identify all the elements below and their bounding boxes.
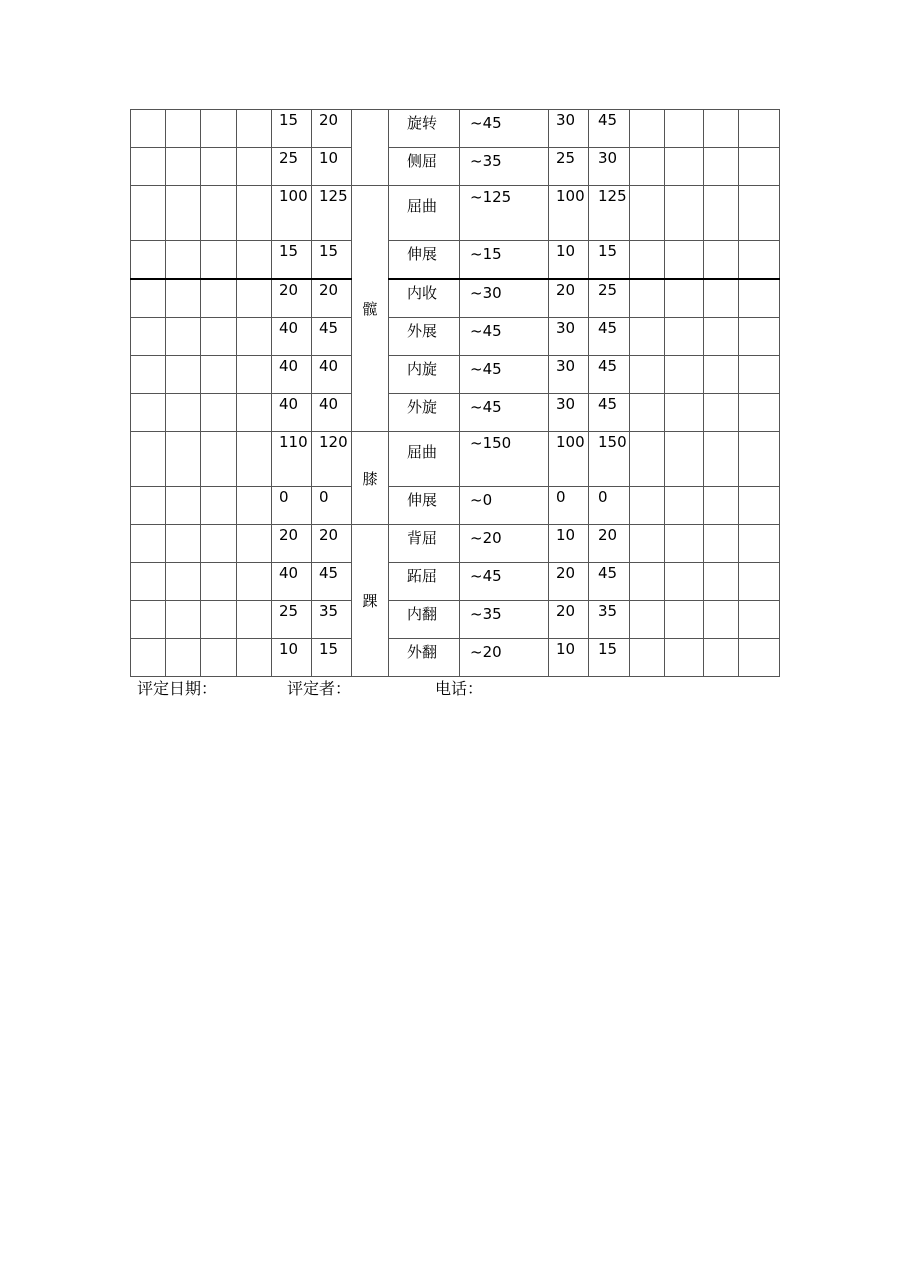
- empty-cell: [237, 563, 272, 601]
- empty-cell: [131, 356, 166, 394]
- value-cell: 35: [589, 601, 630, 639]
- joint-cell-ankle: 踝: [352, 525, 389, 677]
- normal-range-cell: ~45: [460, 394, 549, 432]
- empty-cell: [630, 279, 665, 318]
- value-cell: 100: [549, 186, 589, 241]
- empty-cell: [704, 563, 739, 601]
- empty-cell: [739, 563, 780, 601]
- value-cell: 15: [272, 110, 312, 148]
- empty-cell: [166, 487, 201, 525]
- value-cell: 45: [312, 563, 352, 601]
- table-row: [131, 148, 780, 186]
- value-cell: 20: [549, 563, 589, 601]
- empty-cell: [630, 186, 665, 241]
- empty-cell: [237, 601, 272, 639]
- empty-cell: [704, 525, 739, 563]
- empty-cell: [630, 148, 665, 186]
- empty-cell: [131, 394, 166, 432]
- assessment-date-label: 评定日期：: [137, 679, 218, 698]
- value-cell: 110: [272, 432, 312, 487]
- empty-cell: [131, 525, 166, 563]
- empty-cell: [665, 186, 704, 241]
- empty-cell: [201, 394, 237, 432]
- empty-cell: [237, 186, 272, 241]
- empty-cell: [131, 487, 166, 525]
- empty-cell: [201, 525, 237, 563]
- empty-cell: [704, 601, 739, 639]
- value-cell: 30: [589, 148, 630, 186]
- value-cell: 20: [272, 525, 312, 563]
- movement-cell: 屈曲: [389, 432, 460, 487]
- movement-cell: 侧屈: [389, 148, 460, 186]
- empty-cell: [237, 318, 272, 356]
- value-cell: 30: [549, 394, 589, 432]
- empty-cell: [739, 148, 780, 186]
- empty-cell: [201, 432, 237, 487]
- empty-cell: [201, 110, 237, 148]
- empty-cell: [201, 279, 237, 318]
- table-row: [131, 639, 780, 677]
- empty-cell: [704, 639, 739, 677]
- empty-cell: [665, 601, 704, 639]
- value-cell: 30: [549, 356, 589, 394]
- empty-cell: [630, 487, 665, 525]
- movement-cell: 内旋: [389, 356, 460, 394]
- table-row: [131, 356, 780, 394]
- empty-cell: [630, 394, 665, 432]
- movement-cell: 内翻: [389, 601, 460, 639]
- empty-cell: [166, 241, 201, 280]
- empty-cell: [665, 639, 704, 677]
- empty-cell: [739, 356, 780, 394]
- empty-cell: [201, 186, 237, 241]
- value-cell: 10: [549, 639, 589, 677]
- empty-cell: [739, 318, 780, 356]
- table-row: [131, 318, 780, 356]
- value-cell: 25: [272, 148, 312, 186]
- table-row: [131, 563, 780, 601]
- empty-cell: [665, 110, 704, 148]
- value-cell: 30: [549, 318, 589, 356]
- normal-range-cell: ~45: [460, 318, 549, 356]
- empty-cell: [665, 432, 704, 487]
- empty-cell: [131, 639, 166, 677]
- empty-cell: [630, 432, 665, 487]
- value-cell: 10: [312, 148, 352, 186]
- value-cell: 120: [312, 432, 352, 487]
- empty-cell: [131, 241, 166, 280]
- value-cell: 45: [589, 356, 630, 394]
- normal-range-cell: ~45: [460, 563, 549, 601]
- normal-range-cell: ~150: [460, 432, 549, 487]
- empty-cell: [166, 148, 201, 186]
- value-cell: 25: [589, 279, 630, 318]
- empty-cell: [665, 356, 704, 394]
- empty-cell: [665, 279, 704, 318]
- empty-cell: [237, 148, 272, 186]
- empty-cell: [237, 356, 272, 394]
- empty-cell: [739, 432, 780, 487]
- empty-cell: [237, 525, 272, 563]
- empty-cell: [131, 601, 166, 639]
- empty-cell: [665, 241, 704, 280]
- normal-range-cell: ~35: [460, 148, 549, 186]
- empty-cell: [739, 279, 780, 318]
- empty-cell: [131, 279, 166, 318]
- empty-cell: [131, 110, 166, 148]
- movement-cell: 伸展: [389, 487, 460, 525]
- value-cell: 0: [272, 487, 312, 525]
- value-cell: 45: [589, 563, 630, 601]
- value-cell: 20: [549, 279, 589, 318]
- empty-cell: [201, 639, 237, 677]
- empty-cell: [665, 525, 704, 563]
- empty-cell: [237, 394, 272, 432]
- value-cell: 30: [549, 110, 589, 148]
- empty-cell: [739, 241, 780, 280]
- joint-cell-spine: [352, 110, 389, 186]
- value-cell: 45: [589, 110, 630, 148]
- empty-cell: [665, 148, 704, 186]
- empty-cell: [131, 186, 166, 241]
- table-row: [131, 241, 780, 280]
- empty-cell: [237, 487, 272, 525]
- empty-cell: [704, 318, 739, 356]
- empty-cell: [630, 318, 665, 356]
- value-cell: 100: [549, 432, 589, 487]
- value-cell: 15: [312, 241, 352, 280]
- empty-cell: [739, 601, 780, 639]
- normal-range-cell: ~30: [460, 279, 549, 318]
- movement-cell: 背屈: [389, 525, 460, 563]
- empty-cell: [630, 563, 665, 601]
- table-row: [131, 279, 780, 318]
- empty-cell: [630, 601, 665, 639]
- value-cell: 45: [312, 318, 352, 356]
- normal-range-cell: ~35: [460, 601, 549, 639]
- table-row: [131, 394, 780, 432]
- empty-cell: [237, 639, 272, 677]
- value-cell: 0: [312, 487, 352, 525]
- empty-cell: [166, 432, 201, 487]
- empty-cell: [237, 432, 272, 487]
- value-cell: 25: [549, 148, 589, 186]
- normal-range-cell: ~15: [460, 241, 549, 280]
- empty-cell: [739, 394, 780, 432]
- value-cell: 10: [272, 639, 312, 677]
- value-cell: 100: [272, 186, 312, 241]
- value-cell: 40: [272, 394, 312, 432]
- empty-cell: [166, 601, 201, 639]
- value-cell: 15: [589, 639, 630, 677]
- value-cell: 40: [312, 356, 352, 394]
- normal-range-cell: ~125: [460, 186, 549, 241]
- value-cell: 15: [272, 241, 312, 280]
- empty-cell: [704, 279, 739, 318]
- value-cell: 20: [312, 279, 352, 318]
- normal-range-cell: ~0: [460, 487, 549, 525]
- empty-cell: [166, 639, 201, 677]
- empty-cell: [630, 241, 665, 280]
- empty-cell: [166, 356, 201, 394]
- empty-cell: [166, 186, 201, 241]
- table-row: [131, 432, 780, 487]
- empty-cell: [237, 110, 272, 148]
- value-cell: 40: [272, 356, 312, 394]
- value-cell: 25: [272, 601, 312, 639]
- movement-cell: 屈曲: [389, 186, 460, 241]
- empty-cell: [704, 148, 739, 186]
- value-cell: 125: [312, 186, 352, 241]
- movement-cell: 跖屈: [389, 563, 460, 601]
- movement-cell: 外翻: [389, 639, 460, 677]
- table-row: [131, 186, 780, 241]
- empty-cell: [704, 432, 739, 487]
- joint-cell-hip: 髋: [352, 186, 389, 432]
- empty-cell: [704, 110, 739, 148]
- empty-cell: [704, 394, 739, 432]
- empty-cell: [131, 563, 166, 601]
- empty-cell: [131, 148, 166, 186]
- empty-cell: [739, 639, 780, 677]
- empty-cell: [630, 110, 665, 148]
- movement-cell: 外旋: [389, 394, 460, 432]
- empty-cell: [166, 525, 201, 563]
- movement-cell: 伸展: [389, 241, 460, 280]
- empty-cell: [166, 563, 201, 601]
- value-cell: 0: [589, 487, 630, 525]
- empty-cell: [166, 279, 201, 318]
- empty-cell: [704, 241, 739, 280]
- value-cell: 45: [589, 394, 630, 432]
- assessor-label: 评定者：: [287, 679, 352, 698]
- value-cell: 15: [589, 241, 630, 280]
- value-cell: 20: [272, 279, 312, 318]
- empty-cell: [630, 525, 665, 563]
- value-cell: 0: [549, 487, 589, 525]
- value-cell: 40: [272, 318, 312, 356]
- movement-cell: 内收: [389, 279, 460, 318]
- value-cell: 20: [549, 601, 589, 639]
- value-cell: 45: [589, 318, 630, 356]
- table-row: [131, 110, 780, 148]
- empty-cell: [201, 241, 237, 280]
- joint-cell-knee: 膝: [352, 432, 389, 525]
- empty-cell: [201, 601, 237, 639]
- movement-cell: 旋转: [389, 110, 460, 148]
- empty-cell: [201, 487, 237, 525]
- empty-cell: [665, 394, 704, 432]
- empty-cell: [201, 148, 237, 186]
- value-cell: 20: [589, 525, 630, 563]
- value-cell: 20: [312, 525, 352, 563]
- empty-cell: [166, 110, 201, 148]
- table-row: [131, 487, 780, 525]
- value-cell: 15: [312, 639, 352, 677]
- empty-cell: [704, 487, 739, 525]
- empty-cell: [237, 279, 272, 318]
- empty-cell: [739, 487, 780, 525]
- empty-cell: [166, 318, 201, 356]
- empty-cell: [201, 356, 237, 394]
- empty-cell: [739, 110, 780, 148]
- value-cell: 10: [549, 525, 589, 563]
- empty-cell: [131, 432, 166, 487]
- empty-cell: [201, 318, 237, 356]
- value-cell: 20: [312, 110, 352, 148]
- value-cell: 40: [312, 394, 352, 432]
- normal-range-cell: ~20: [460, 525, 549, 563]
- normal-range-cell: ~45: [460, 356, 549, 394]
- normal-range-cell: ~45: [460, 110, 549, 148]
- value-cell: 40: [272, 563, 312, 601]
- value-cell: 35: [312, 601, 352, 639]
- empty-cell: [630, 356, 665, 394]
- empty-cell: [739, 186, 780, 241]
- value-cell: 150: [589, 432, 630, 487]
- table-row: [131, 525, 780, 563]
- empty-cell: [665, 563, 704, 601]
- empty-cell: [739, 525, 780, 563]
- value-cell: 10: [549, 241, 589, 280]
- empty-cell: [704, 356, 739, 394]
- movement-cell: 外展: [389, 318, 460, 356]
- phone-label: 电话：: [435, 679, 484, 698]
- table-row: [131, 601, 780, 639]
- empty-cell: [704, 186, 739, 241]
- normal-range-cell: ~20: [460, 639, 549, 677]
- empty-cell: [630, 639, 665, 677]
- empty-cell: [665, 318, 704, 356]
- empty-cell: [131, 318, 166, 356]
- empty-cell: [665, 487, 704, 525]
- value-cell: 125: [589, 186, 630, 241]
- range-of-motion-table: [130, 109, 780, 677]
- empty-cell: [166, 394, 201, 432]
- empty-cell: [237, 241, 272, 280]
- empty-cell: [201, 563, 237, 601]
